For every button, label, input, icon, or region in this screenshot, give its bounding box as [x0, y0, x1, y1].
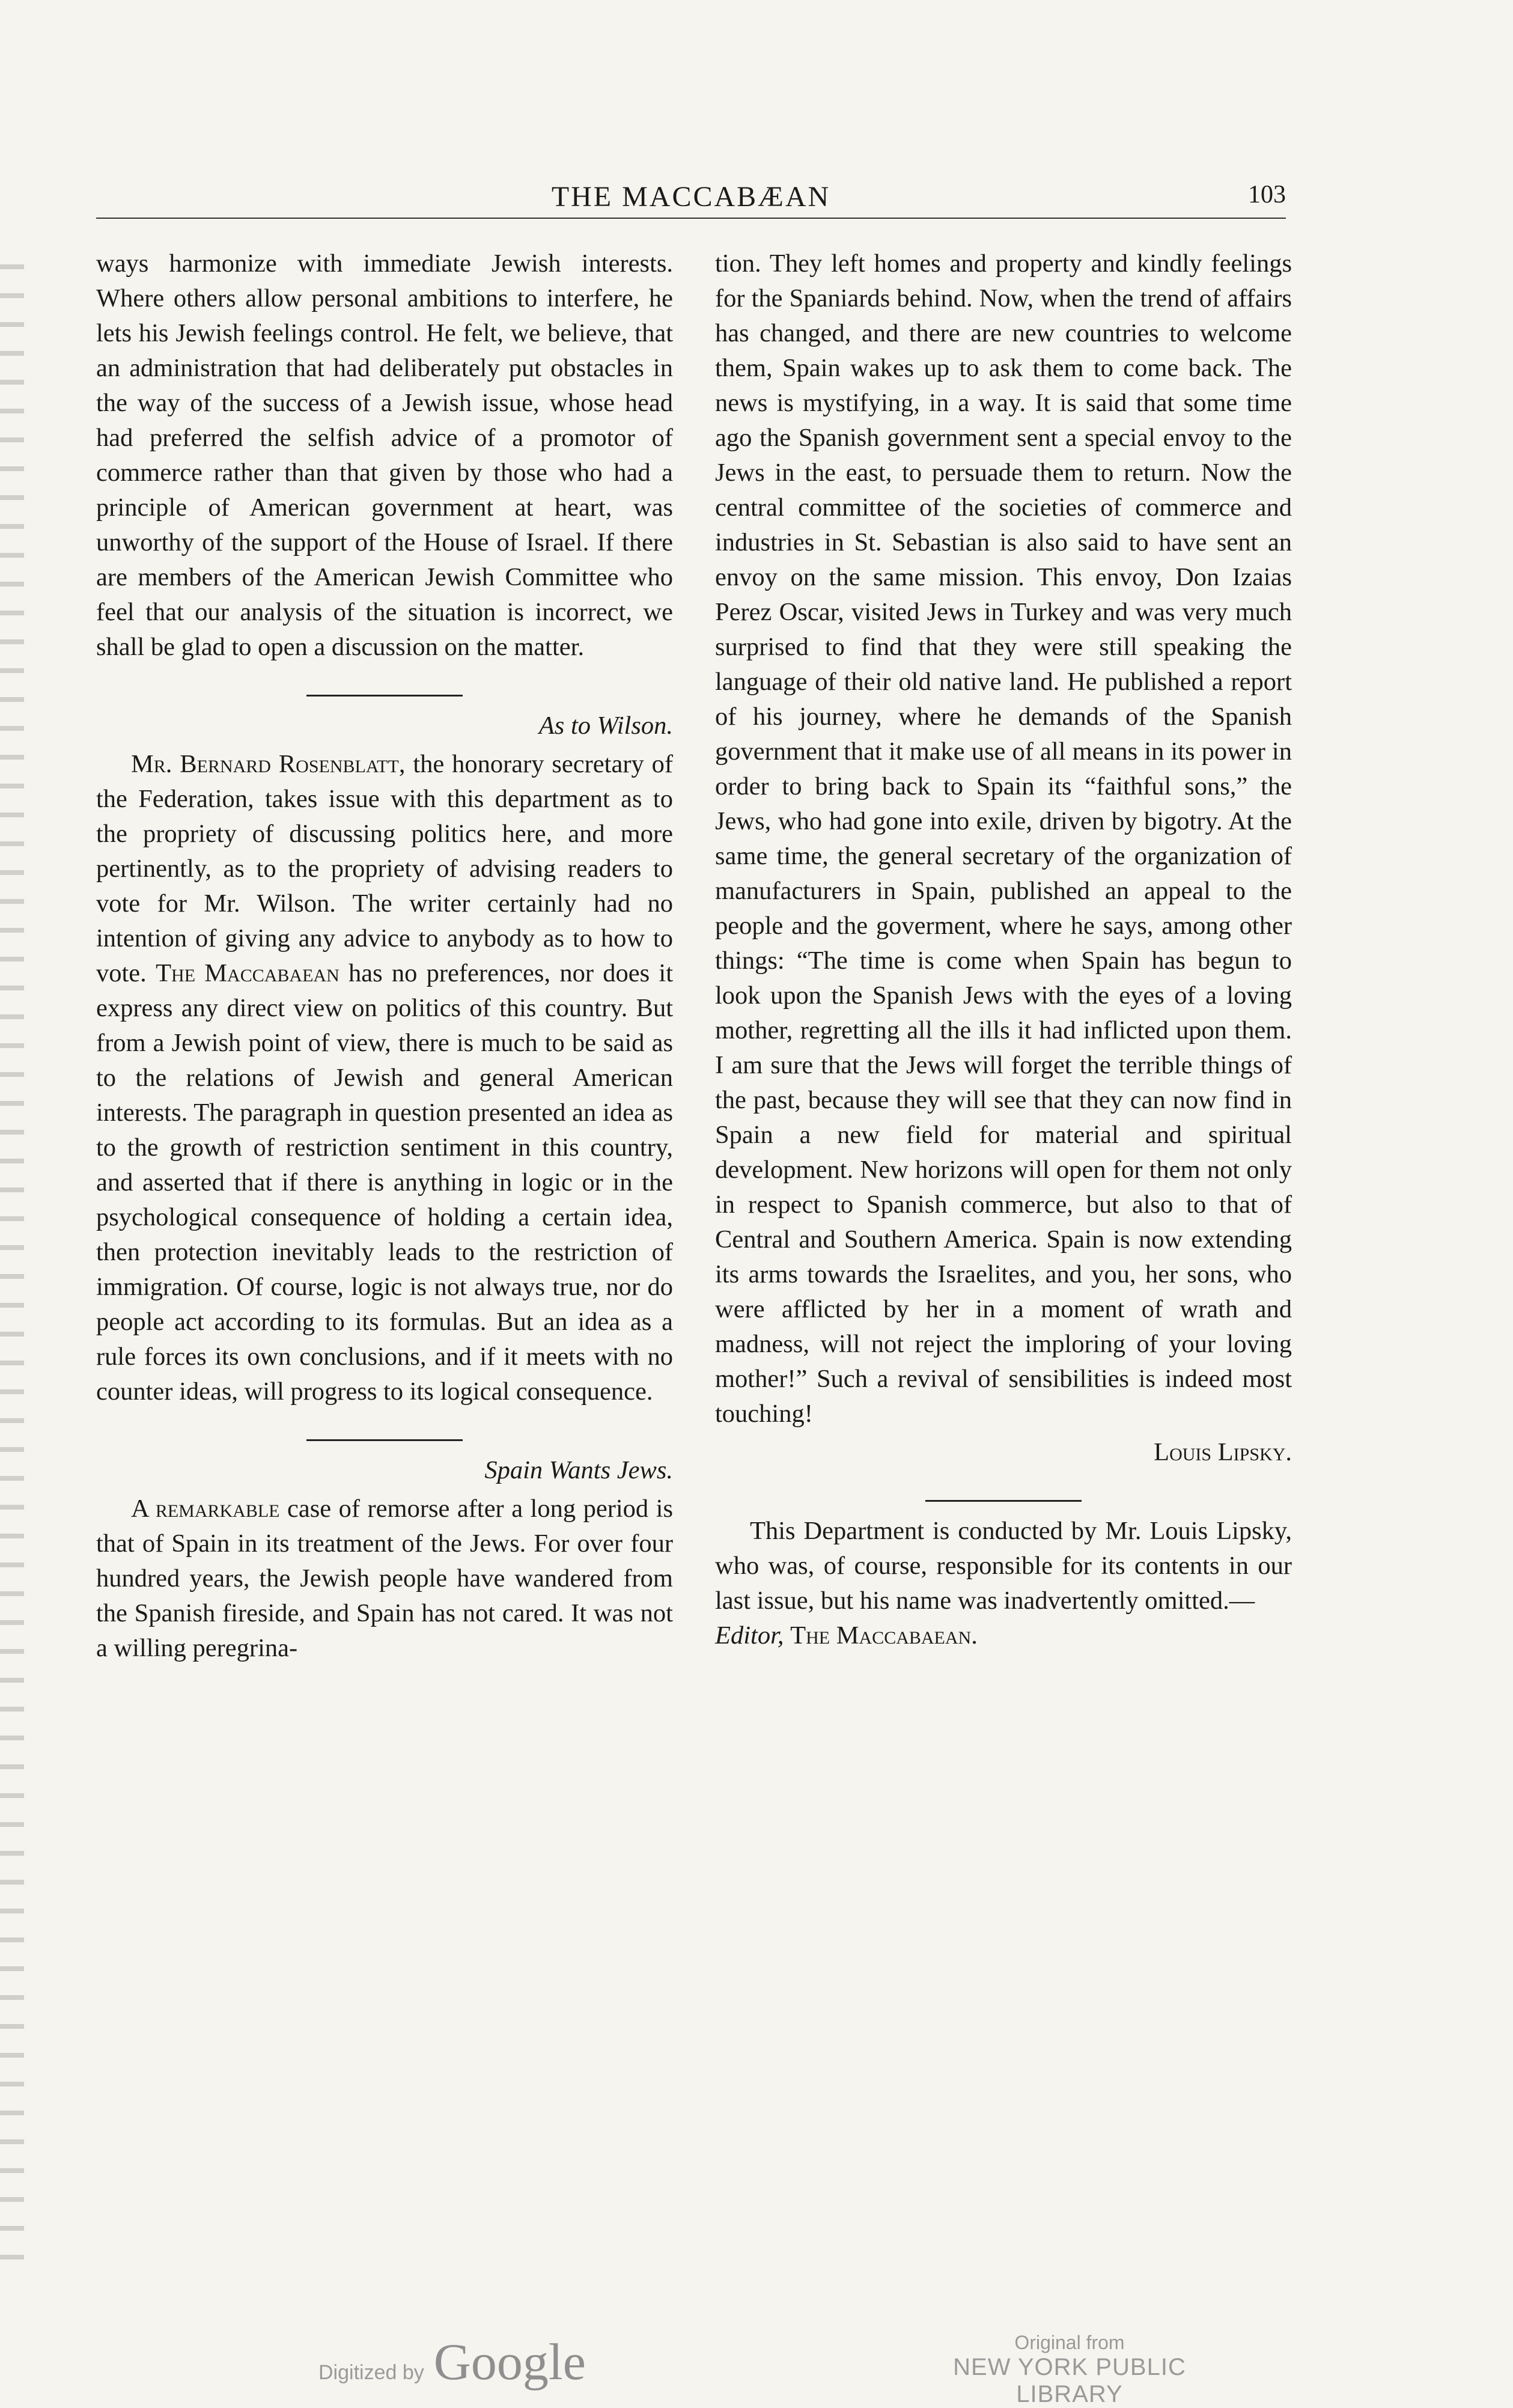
header-rule [96, 218, 1286, 219]
editor-label: Editor, [715, 1621, 784, 1650]
author-signature: Louis Lipsky. [1154, 1438, 1292, 1466]
google-logo: Google [433, 2333, 586, 2391]
page-header [96, 180, 1286, 216]
section-title-spain-wants-jews: Spain Wants Jews. [484, 1456, 673, 1484]
running-title: THE MACCABÆAN [551, 181, 831, 213]
lead-words: A remarkable [131, 1495, 280, 1523]
section-separator [925, 1500, 1082, 1502]
digitized-by-google [318, 2332, 586, 2392]
magazine-name: The Maccabaean [156, 959, 339, 987]
scanned-gutter-bleed [0, 240, 24, 2284]
editor-note: This Department is conducted by Mr. Louis Lipsky, who was, of course, responsible for its contents in our last issue, but his name was inadvertently omitted.— Editor, The Maccabaean. [715, 1517, 1292, 1650]
paragraph-spain-continued: tion. They left homes and property and kindly feelings for the Spaniards behind. Now, when the trend of affairs has changed, and there are new countries to welcome them, Spain wakes up to ask them to come back. The news is mystifying, in a way. It is said that some time ago the Spanish government sent a special envoy to the Jews in the east, to persuade them to return. Now the central committee of the societies of commerce and industries in St. Sebastian is also said to have sent an envoy on the same mission. This envoy, Don Izaias Perez Oscar, visited Jews in Turkey and was very much surprised to find that they were still speaking the language of their old native land. He published a report of his journey, where he demands of the Spanish government that it make use of all means in its power in order to bring back to Spain its “faithful sons,” the Jews, who had gone into exile, driven by bigotry. At the same time, the general secretary of the organization of manufacturers in Spain, published an appeal to the people and the goverment, where he says, among other things: “The time is come when Spain has begun to look upon the Spanish Jews with the eyes of a loving mother, regretting all the ills it had inflicted upon them. I am sure that the Jews will forget the terrible things of the past, because they will see that they can now find in Spain a new field for material and spiritual development. New horizons will open for them not only in respect to Spanish commerce, but also to that of Central and Southern America. Spain is now extending its arms towards the Israelites, and you, her sons, who were afflicted by her in a moment of wrath and madness, will not reject the imploring of your loving mother!” Such a revival of sensibilities is indeed most touching! [715, 249, 1292, 1428]
page-number: 103 [1248, 181, 1286, 209]
library-credit [913, 2332, 1226, 2408]
lead-name: Mr. Bernard Rosenblatt, [131, 750, 406, 778]
section-title-as-to-wilson: As to Wilson. [538, 712, 673, 740]
library-name: NEW YORK PUBLIC LIBRARY [953, 2354, 1186, 2407]
right-column [715, 246, 1292, 1653]
paragraph-continued: ways harmonize with immediate Jewish interests. Where others allow personal ambitions to interfere, he lets his Jewish feelings control. He felt, we believe, that an administration that had deliberately put obstacles in the way of the success of a Jewish issue, whose head had preferred the selfish advice of a promotor of commerce rather than that given by those who had a principle of American government at heart, was unworthy of the support of the House of Israel. If there are members of the American Jewish Committee who feel that our analysis of the situation is incorrect, we shall be glad to open a discussion on the matter. [96, 249, 673, 661]
section-separator [306, 695, 463, 696]
magazine-name: The Maccabaean. [790, 1621, 978, 1650]
section-separator [306, 1439, 463, 1441]
original-from-label: Original from [1014, 2332, 1125, 2353]
left-column [96, 246, 673, 1666]
paragraph-wilson: Mr. Bernard Rosenblatt, the honorary secretary of the Federation, takes issue with this department as to the propriety of discussing politics here, and more pertinently, as to the propriety of advising readers to vote for Mr. Wilson. The writer certainly had no intention of giving any advice to anybody as to how to vote. The Maccabaean has no preferences, nor does it express any direct view on politics of this country. But from a Jewish point of view, there is much to be said as to the relations of Jewish and general American interests. The paragraph in question presented an idea as to the growth of restriction sentiment in this country, and asserted that if there is anything in logic or in the psychological consequence of holding a certain idea, then protection inevitably leads to the restriction of immigration. Of course, logic is not always true, nor do people act according to its formulas. But an idea as a rule forces its own conclusions, and if it meets with no counter ideas, will progress to its logical consequence. [96, 750, 674, 1406]
paragraph-spain: A remarkable case of remorse after a long period is that of Spain in its treatment of the Jews. For over four hundred years, the Jewish people have wandered from the Spanish fireside, and Spain has not cared. It was not a willing peregrina- [96, 1495, 673, 1662]
digitized-label: Digitized by [318, 2361, 424, 2384]
